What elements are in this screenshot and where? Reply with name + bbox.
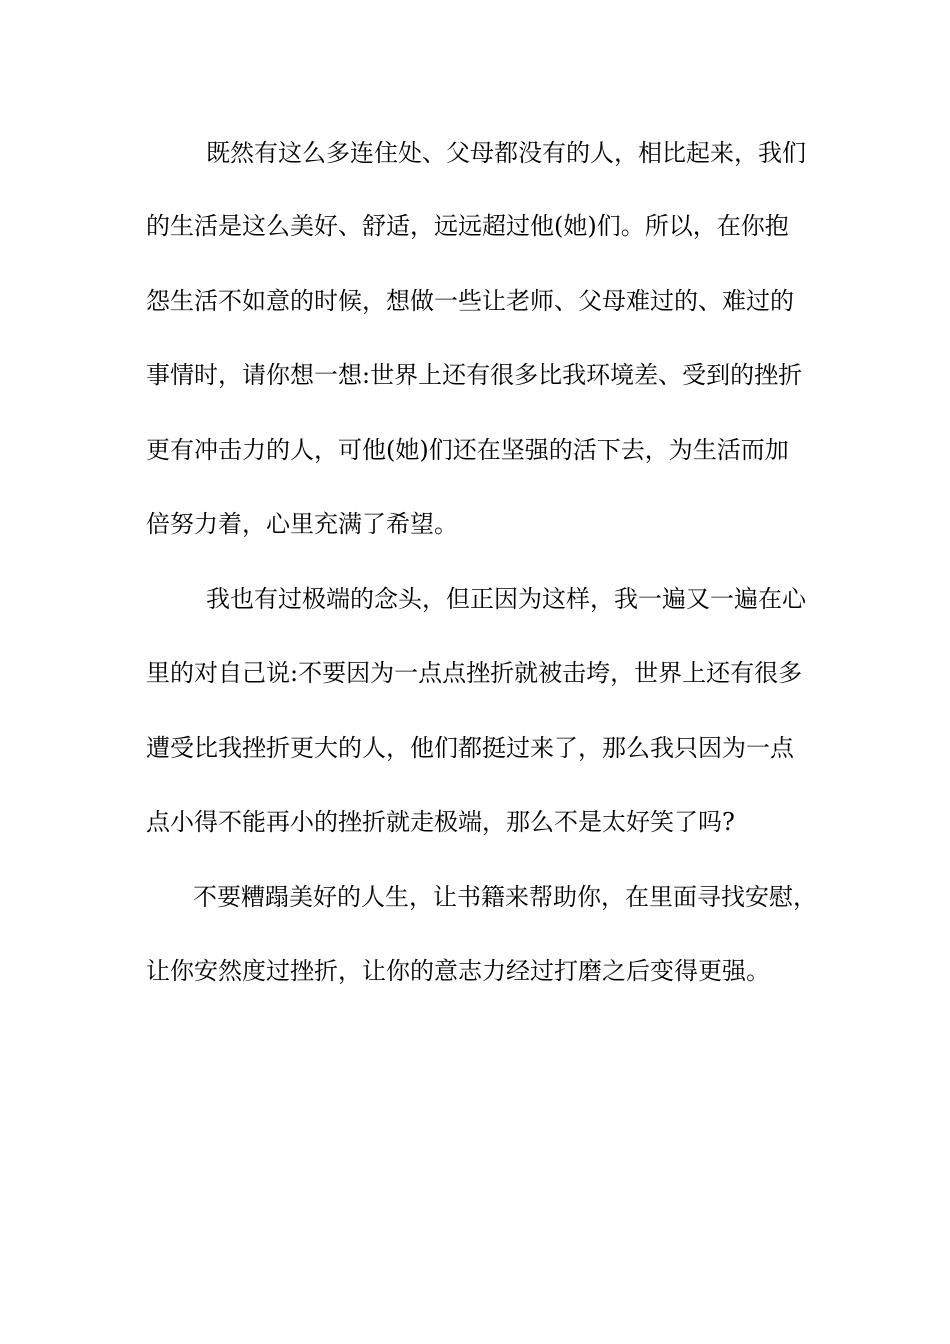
text-line: 事情时，请你想一想:世界上还有很多比我环境差、受到的挫折 <box>146 361 803 389</box>
text-line: 更有冲击力的人，可他(她)们还在坚强的活下去，为生活而加 <box>146 436 789 464</box>
text-line: 既然有这么多连住处、父母都没有的人，相比起来，我们 <box>206 139 806 167</box>
text-line: 我也有过极端的念头，但正因为这样，我一遍又一遍在心 <box>206 585 806 613</box>
text-line: 让你安然度过挫折，让你的意志力经过打磨之后变得更强。 <box>146 957 770 985</box>
text-line: 怨生活不如意的时候，想做一些让老师、父母难过的、难过的 <box>146 287 794 315</box>
text-line: 倍努力着，心里充满了希望。 <box>146 510 458 538</box>
text-line: 里的对自己说:不要因为一点点挫折就被击垮，世界上还有很多 <box>146 659 803 687</box>
text-line: 不要糟蹋美好的人生，让书籍来帮助你，在里面寻找安慰， <box>193 883 817 911</box>
text-line: 遭受比我挫折更大的人，他们都挺过来了，那么我只因为一点 <box>146 734 794 762</box>
text-line: 的生活是这么美好、舒适，远远超过他(她)们。所以，在你抱 <box>146 212 789 240</box>
text-line: 点小得不能再小的挫折就走极端，那么不是太好笑了吗? <box>146 808 735 836</box>
